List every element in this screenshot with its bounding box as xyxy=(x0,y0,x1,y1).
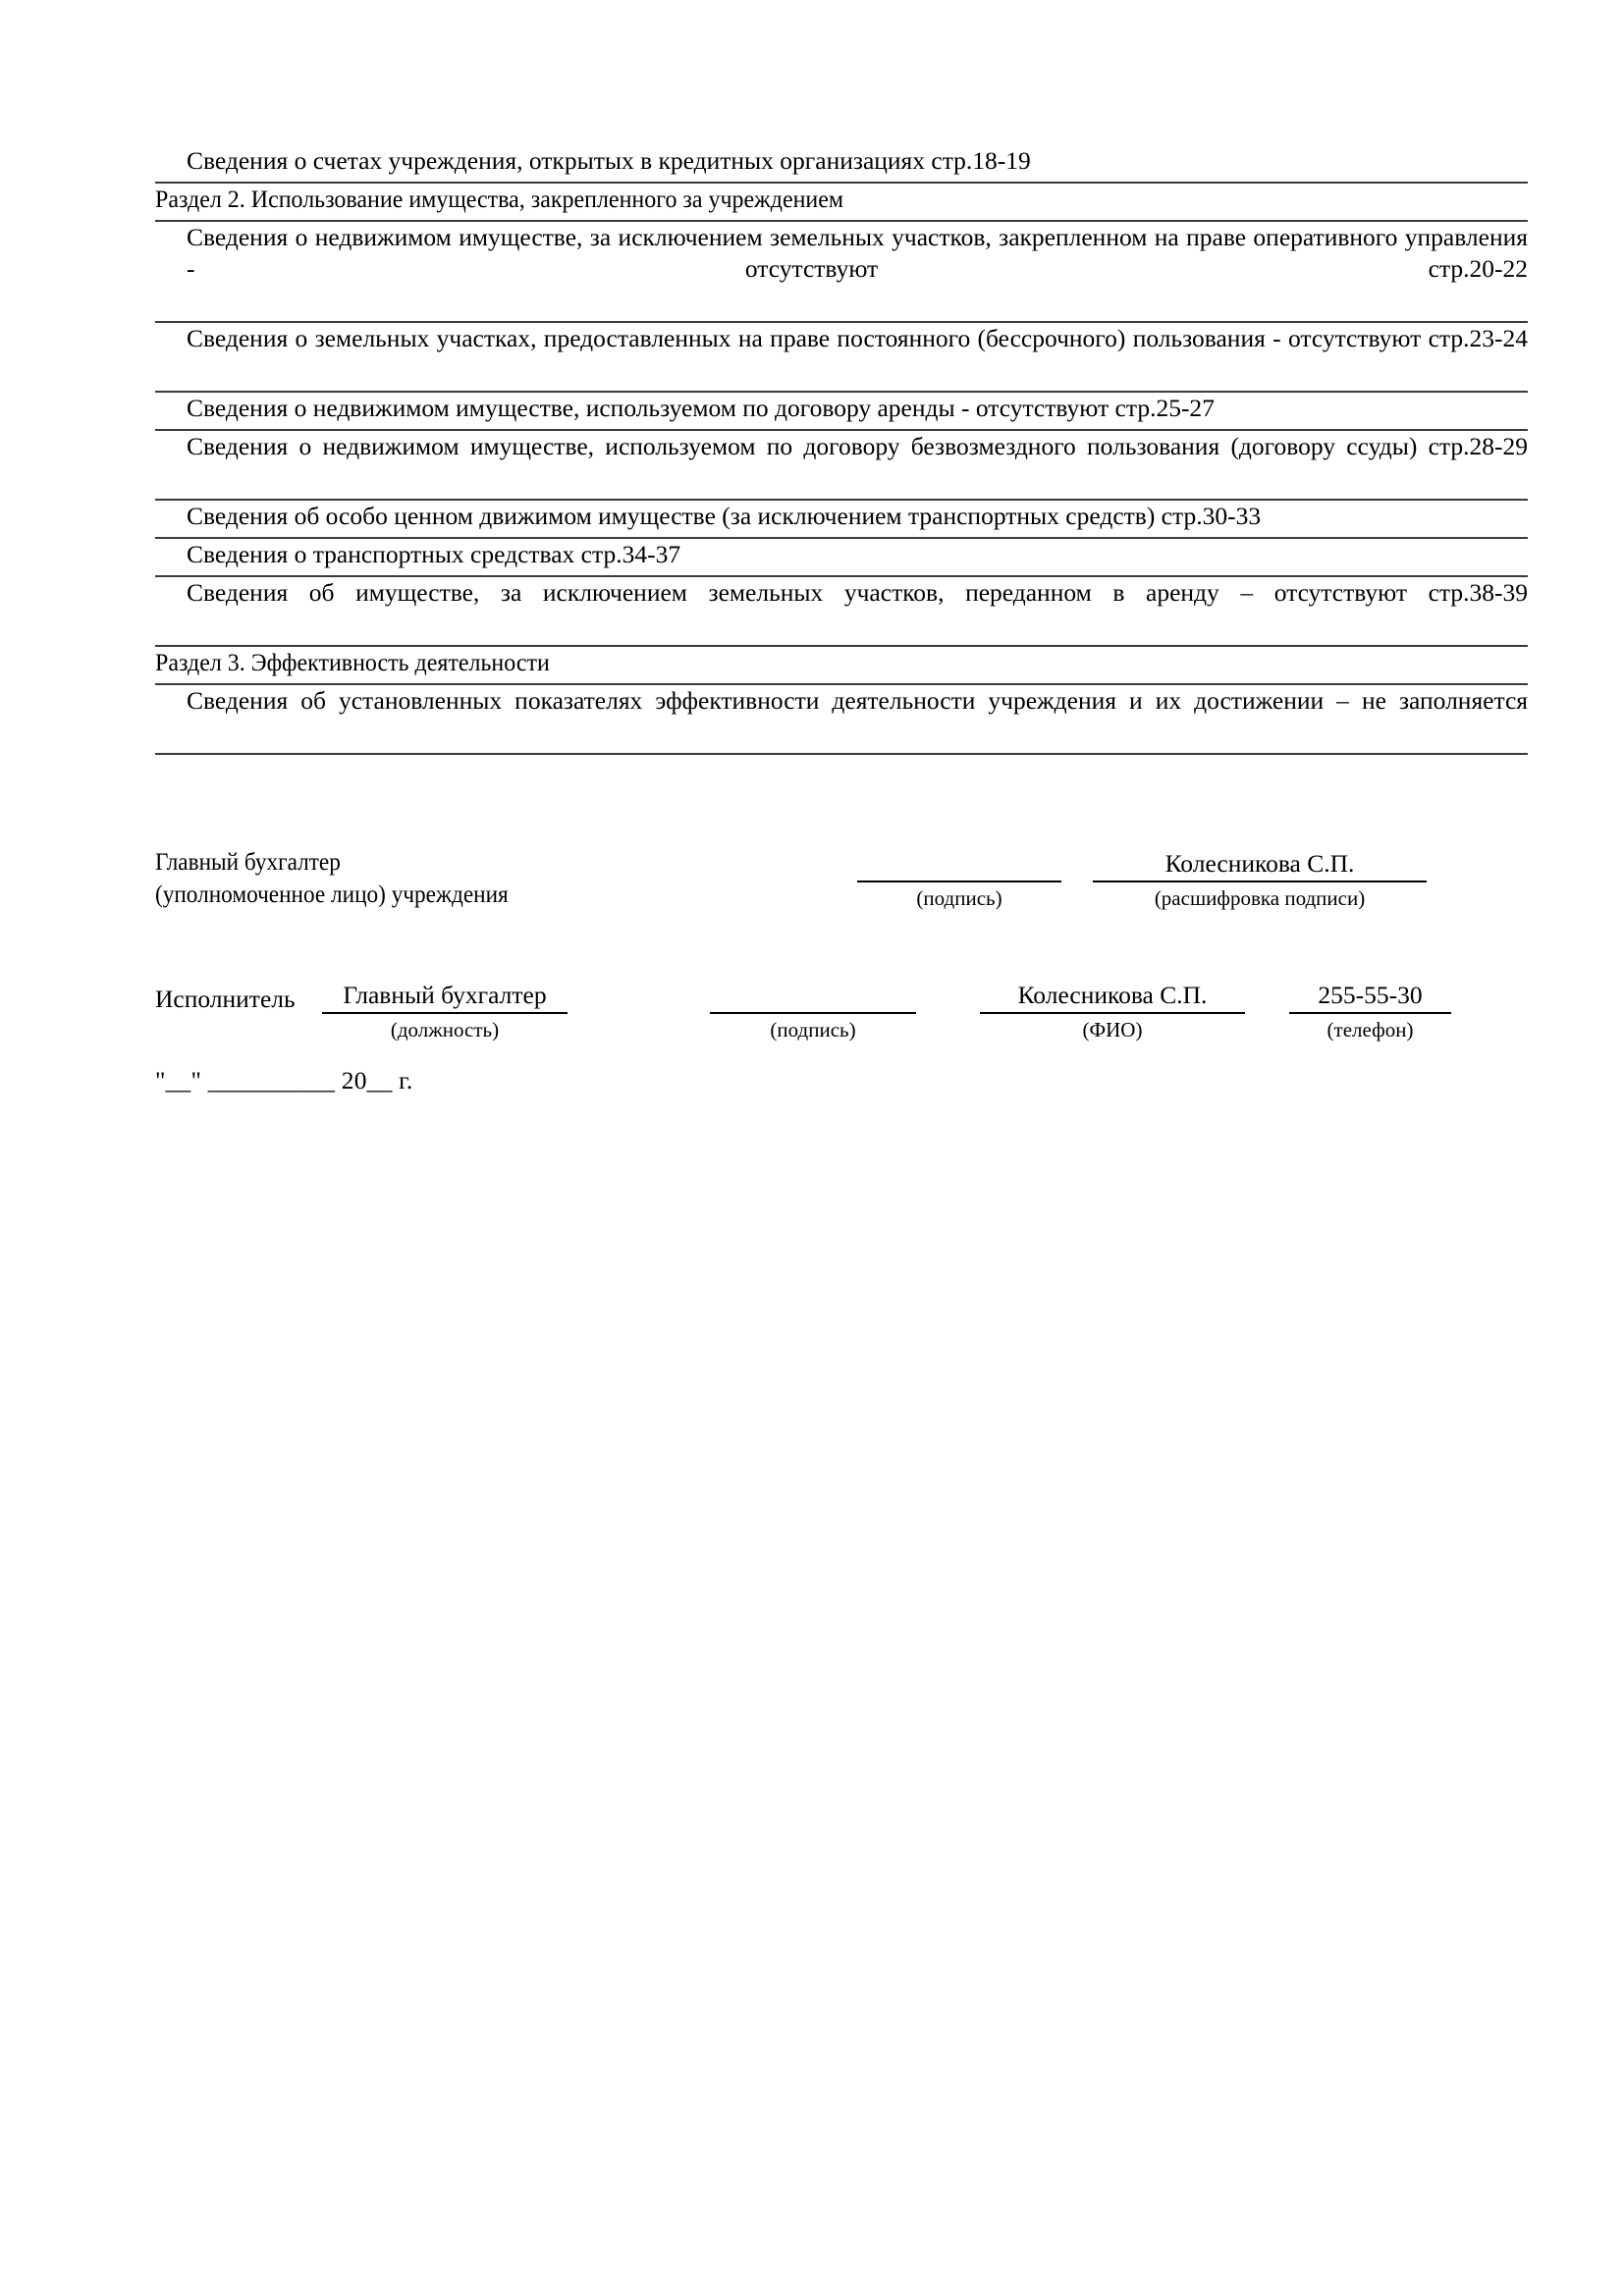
executor-phone-caption: (телефон) xyxy=(1326,1018,1414,1041)
chief-accountant-role-line-1: Главный бухгалтер xyxy=(155,849,341,876)
toc-entry-label: Сведения об особо ценном движимом имуществе (за исключением транспортных средств) стр.30-33 xyxy=(187,502,1262,530)
executor-fio-caption: (ФИО) xyxy=(1082,1018,1143,1041)
toc-entry-label: Сведения о счетах учреждения, открытых в кредитных организациях стр.18-19 xyxy=(187,146,1031,175)
toc-entry-row[interactable] xyxy=(155,501,1528,539)
executor-signature-field[interactable] xyxy=(710,981,916,1043)
toc-entry-label: Сведения об имуществе, за исключением земельных участков, переданном в аренду – отсутствуют стр.38-39 xyxy=(187,578,1528,607)
chief-accountant-name-caption: (расшифровка подписи) xyxy=(1154,886,1366,910)
toc-entry-row[interactable] xyxy=(155,685,1528,755)
toc-entry-label: Сведения о транспортных средствах стр.34-37 xyxy=(187,540,681,568)
executor-fio-value[interactable]: Колесникова С.П. xyxy=(980,981,1245,1014)
toc-entry-row[interactable] xyxy=(155,577,1528,647)
executor-row xyxy=(155,981,1530,1095)
chief-accountant-signature-value[interactable] xyxy=(857,849,1061,882)
chief-accountant-signature-field[interactable] xyxy=(857,849,1061,912)
chief-accountant-name-value[interactable]: Колесникова С.П. xyxy=(1093,849,1427,882)
executor-position-field[interactable] xyxy=(322,981,568,1043)
toc-entry-label: Сведения об установленных показателях эффективности деятельности учреждения и их достижении – не заполняется xyxy=(187,686,1528,715)
chief-accountant-signature-caption: (подпись) xyxy=(916,886,1002,910)
toc-entry-row[interactable] xyxy=(155,145,1528,184)
chief-accountant-role-line-2: (уполномоченное лицо) учреждения xyxy=(155,881,509,908)
toc-section-row[interactable] xyxy=(155,647,1528,685)
toc-section-label: Раздел 3. Эффективность деятельности xyxy=(155,648,550,676)
toc-entry-row[interactable] xyxy=(155,393,1528,431)
executor-phone-field[interactable] xyxy=(1289,981,1451,1043)
toc-section-label: Раздел 2. Использование имущества, закрепленного за учреждением xyxy=(155,185,844,213)
executor-signature-caption: (подпись) xyxy=(770,1018,856,1041)
toc-entry-row[interactable] xyxy=(155,222,1528,323)
toc-section-row[interactable] xyxy=(155,184,1528,222)
executor-position-caption: (должность) xyxy=(390,1018,500,1041)
signature-block xyxy=(155,846,1530,1095)
executor-position-value[interactable]: Главный бухгалтер xyxy=(322,981,568,1014)
date-line[interactable]: "__" __________ 20__ г. xyxy=(155,1066,413,1095)
executor-label: Исполнитель xyxy=(155,985,296,1013)
toc-entry-row[interactable] xyxy=(155,323,1528,393)
executor-fio-field[interactable] xyxy=(980,981,1245,1043)
toc-entry-label: Сведения о недвижимом имуществе, используемом по договору безвозмездного пользования (договору ссуды) стр.28-29 xyxy=(187,432,1528,460)
toc-entry-label: Сведения о земельных участках, предоставленных на праве постоянного (бессрочного) пользования - отсутствуют стр.23-24 xyxy=(187,324,1528,352)
toc-entry-label: Сведения о недвижимом имуществе, за исключением земельных участков, закрепленном на праве оперативного управления - отсутствуют стр.20-22 xyxy=(187,223,1528,283)
executor-signature-value[interactable] xyxy=(710,981,916,1014)
chief-accountant-name-field[interactable] xyxy=(1093,849,1427,912)
table-of-contents xyxy=(155,145,1528,755)
toc-entry-label: Сведения о недвижимом имуществе, используемом по договору аренды - отсутствуют стр.25-27 xyxy=(187,394,1215,422)
toc-entry-row[interactable] xyxy=(155,539,1528,577)
executor-phone-value[interactable]: 255-55-30 xyxy=(1289,981,1451,1014)
toc-entry-row[interactable] xyxy=(155,431,1528,501)
